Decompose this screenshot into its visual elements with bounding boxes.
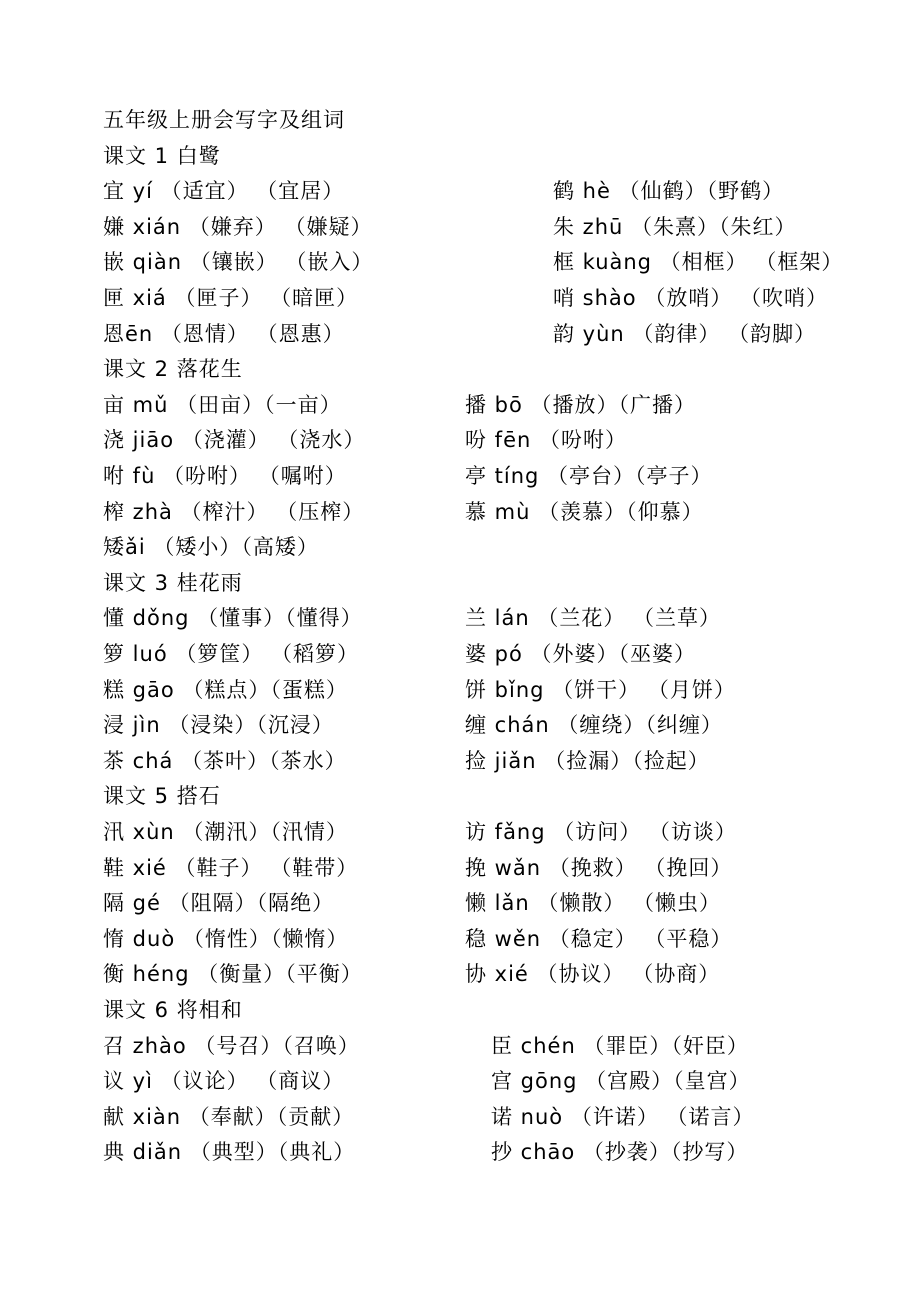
word-entry-left: 嵌 qiàn （镶嵌） （嵌入） bbox=[103, 250, 374, 275]
word-entry-left: 汛 xùn （潮汛）（汛情） bbox=[103, 820, 348, 844]
word-entry-left: 献 xiàn （奉献）（贡献） bbox=[103, 1104, 355, 1129]
word-entry-right: 吩 fēn （吩咐） bbox=[465, 428, 627, 453]
word-entry-left: 浇 jiāo （浇灌） （浇水） bbox=[103, 428, 366, 453]
word-entry-right: 亭 tíng （亭台）（亭子） bbox=[465, 464, 713, 488]
word-entry-left: 议 yì （议论） （商议） bbox=[103, 1069, 345, 1094]
word-entry-right: 韵 yùn （韵律） （韵脚） bbox=[553, 321, 817, 346]
word-entry-right: 慕 mù （羡慕）（仰慕） bbox=[465, 499, 704, 524]
lesson-heading: 课文 3 桂花雨 bbox=[103, 570, 243, 595]
word-entry-right: 捡 jiǎn （捡漏）（捡起） bbox=[465, 748, 710, 773]
word-entry-left: 典 diǎn （典型）（典礼） bbox=[103, 1140, 356, 1165]
word-entry-right: 朱 zhū （朱熹）（朱红） bbox=[553, 214, 797, 239]
word-entry-left: 鞋 xié （鞋子） （鞋带） bbox=[103, 855, 359, 880]
word-entry-right: 臣 chén （罪臣）（奸臣） bbox=[491, 1033, 749, 1058]
word-entry-left: 咐 fù （吩咐） （嘱咐） bbox=[103, 464, 347, 488]
word-entry-left: 亩 mǔ （田亩）（一亩） bbox=[103, 392, 342, 417]
word-entry-right: 懒 lǎn （懒散） （懒虫） bbox=[465, 891, 722, 916]
word-entry-left: 恩ēn （恩情） （恩惠） bbox=[103, 321, 345, 346]
word-entry-right: 协 xié （协议） （协商） bbox=[465, 962, 721, 987]
lesson-heading: 课文 1 白鹭 bbox=[103, 143, 221, 168]
word-entry-right: 访 fǎng （访问） （访谈） bbox=[465, 820, 737, 844]
word-entry-right: 抄 chāo （抄袭）（抄写） bbox=[491, 1140, 749, 1165]
word-entry-right: 宫 gōng （宫殿）（皇宫） bbox=[491, 1069, 751, 1094]
word-entry-left: 茶 chá （茶叶）（茶水） bbox=[103, 748, 347, 773]
word-entry-right: 鹤 hè （仙鹤）（野鹤） bbox=[553, 179, 785, 204]
word-entry-right: 挽 wǎn （挽救） （挽回） bbox=[465, 855, 733, 880]
word-entry-right: 兰 lán （兰花） （兰草） bbox=[465, 606, 722, 631]
lesson-heading: 课文 2 落花生 bbox=[103, 357, 243, 382]
word-entry-right: 饼 bǐng （饼干） （月饼） bbox=[465, 677, 736, 702]
word-entry-left: 宜 yí （适宜） （宜居） bbox=[103, 179, 345, 204]
page-title: 五年级上册会写字及组词 bbox=[103, 108, 345, 132]
word-entry-left: 隔 gé （阻隔）（隔绝） bbox=[103, 891, 335, 916]
lesson-heading: 课文 6 将相和 bbox=[103, 998, 243, 1022]
word-entry-left: 糕 gāo （糕点）（蛋糕） bbox=[103, 677, 348, 702]
word-entry-left: 浸 jìn （浸染）（沉浸） bbox=[103, 713, 334, 738]
word-entry-left: 箩 luó （箩筐） （稻箩） bbox=[103, 642, 360, 666]
word-entry-right: 诺 nuò （许诺） （诺言） bbox=[491, 1104, 755, 1129]
word-entry-left: 懂 dǒng （懂事）（懂得） bbox=[103, 606, 363, 631]
word-entry-left: 召 zhào （号召）（召唤） bbox=[103, 1033, 360, 1058]
word-entry-left: 惰 duò （惰性）（懒惰） bbox=[103, 926, 349, 951]
lesson-heading: 课文 5 搭石 bbox=[103, 784, 221, 809]
word-entry-right: 播 bō （播放）（广播） bbox=[465, 392, 697, 417]
word-entry-left: 矮ǎi （矮小）（高矮） bbox=[103, 535, 319, 560]
word-entry-right: 缠 chán （缠绕）（纠缠） bbox=[465, 713, 723, 738]
word-entry-left: 匣 xiá （匣子） （暗匣） bbox=[103, 286, 359, 310]
word-entry-left: 榨 zhà （榨汁） （压榨） bbox=[103, 499, 365, 524]
word-entry-left: 嫌 xián （嫌弃） （嫌疑） bbox=[103, 214, 373, 239]
word-entry-right: 稳 wěn （稳定） （平稳） bbox=[465, 926, 733, 951]
word-entry-right: 框 kuàng （相框） （框架） bbox=[553, 250, 844, 275]
word-entry-left: 衡 héng （衡量）（平衡） bbox=[103, 962, 363, 987]
word-entry-right: 哨 shào （放哨） （吹哨） bbox=[553, 286, 828, 310]
word-entry-right: 婆 pó （外婆）（巫婆） bbox=[465, 642, 697, 666]
